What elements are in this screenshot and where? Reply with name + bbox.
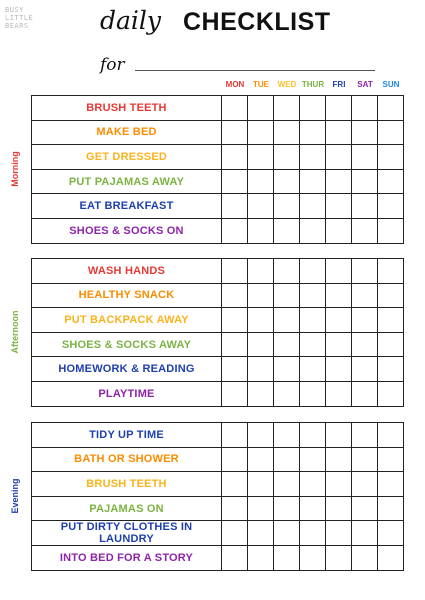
check-box[interactable] bbox=[274, 472, 300, 497]
check-box[interactable] bbox=[378, 496, 404, 521]
check-box[interactable] bbox=[352, 496, 378, 521]
task-row bbox=[32, 96, 404, 121]
check-box[interactable] bbox=[222, 381, 248, 406]
check-box[interactable] bbox=[222, 423, 248, 448]
check-box[interactable] bbox=[248, 169, 274, 194]
check-box[interactable] bbox=[248, 283, 274, 308]
check-box[interactable] bbox=[274, 496, 300, 521]
day-label: MON bbox=[225, 80, 245, 89]
check-box[interactable] bbox=[300, 259, 326, 284]
check-box[interactable] bbox=[274, 357, 300, 382]
check-box[interactable] bbox=[352, 308, 378, 333]
logo-line: BEARS bbox=[5, 22, 29, 30]
check-box[interactable] bbox=[222, 546, 248, 571]
check-box[interactable] bbox=[274, 96, 300, 121]
check-box[interactable] bbox=[274, 332, 300, 357]
check-box[interactable] bbox=[222, 96, 248, 121]
check-box[interactable] bbox=[274, 120, 300, 145]
check-box[interactable] bbox=[378, 546, 404, 571]
check-box[interactable] bbox=[274, 145, 300, 170]
task-label: SHOES & SOCKS ON bbox=[32, 218, 222, 243]
task-row bbox=[32, 381, 404, 406]
check-box[interactable] bbox=[326, 218, 352, 243]
task-row bbox=[32, 332, 404, 357]
check-box[interactable] bbox=[352, 447, 378, 472]
day-label: SUN bbox=[382, 80, 400, 89]
task-row bbox=[32, 521, 404, 546]
checklist-grid bbox=[31, 95, 404, 244]
task-label: GET DRESSED bbox=[32, 145, 222, 170]
check-box[interactable] bbox=[222, 496, 248, 521]
check-box[interactable] bbox=[274, 259, 300, 284]
task-label: SHOES & SOCKS AWAY bbox=[32, 332, 222, 357]
check-box[interactable] bbox=[300, 145, 326, 170]
check-box[interactable] bbox=[352, 423, 378, 448]
section-label-text: Morning bbox=[10, 151, 20, 187]
task-label: WASH HANDS bbox=[32, 259, 222, 284]
day-label: SAT bbox=[357, 80, 373, 89]
task-label: EAT BREAKFAST bbox=[32, 194, 222, 219]
check-box[interactable] bbox=[378, 96, 404, 121]
for-label: for bbox=[100, 55, 125, 75]
check-box[interactable] bbox=[300, 169, 326, 194]
check-box[interactable] bbox=[248, 423, 274, 448]
check-box[interactable] bbox=[300, 357, 326, 382]
task-row bbox=[32, 218, 404, 243]
section-label-afternoon bbox=[8, 258, 22, 406]
check-box[interactable] bbox=[222, 472, 248, 497]
check-box[interactable] bbox=[248, 332, 274, 357]
check-box[interactable] bbox=[274, 381, 300, 406]
check-box[interactable] bbox=[274, 169, 300, 194]
task-row bbox=[32, 423, 404, 448]
task-label: PUT BACKPACK AWAY bbox=[32, 308, 222, 333]
check-box[interactable] bbox=[352, 381, 378, 406]
brand-logo bbox=[5, 6, 33, 30]
check-box[interactable] bbox=[326, 447, 352, 472]
check-box[interactable] bbox=[248, 194, 274, 219]
task-label: BRUSH TEETH bbox=[32, 96, 222, 121]
check-box[interactable] bbox=[326, 96, 352, 121]
check-box[interactable] bbox=[326, 120, 352, 145]
section-label-text: Afternoon bbox=[10, 310, 20, 354]
check-box[interactable] bbox=[248, 546, 274, 571]
check-box[interactable] bbox=[300, 381, 326, 406]
section-label-text: Evening bbox=[10, 478, 20, 514]
check-box[interactable] bbox=[222, 521, 248, 546]
task-label: BRUSH TEETH bbox=[32, 472, 222, 497]
check-box[interactable] bbox=[222, 447, 248, 472]
logo-line: BUSY bbox=[5, 6, 24, 14]
check-box[interactable] bbox=[352, 521, 378, 546]
check-box[interactable] bbox=[248, 381, 274, 406]
section-label-morning bbox=[8, 95, 22, 243]
check-box[interactable] bbox=[352, 472, 378, 497]
check-box[interactable] bbox=[352, 259, 378, 284]
check-box[interactable] bbox=[326, 332, 352, 357]
task-row bbox=[32, 447, 404, 472]
check-box[interactable] bbox=[326, 357, 352, 382]
task-label: BATH OR SHOWER bbox=[32, 447, 222, 472]
check-box[interactable] bbox=[378, 194, 404, 219]
check-box[interactable] bbox=[274, 194, 300, 219]
task-row bbox=[32, 357, 404, 382]
check-box[interactable] bbox=[326, 308, 352, 333]
check-box[interactable] bbox=[300, 283, 326, 308]
check-box[interactable] bbox=[378, 447, 404, 472]
check-box[interactable] bbox=[378, 218, 404, 243]
task-row bbox=[32, 169, 404, 194]
check-box[interactable] bbox=[248, 357, 274, 382]
task-row bbox=[32, 472, 404, 497]
check-box[interactable] bbox=[222, 169, 248, 194]
check-box[interactable] bbox=[326, 496, 352, 521]
section-label-evening bbox=[8, 422, 22, 570]
task-row bbox=[32, 259, 404, 284]
check-box[interactable] bbox=[222, 332, 248, 357]
check-box[interactable] bbox=[352, 546, 378, 571]
check-box[interactable] bbox=[326, 145, 352, 170]
task-label: INTO BED FOR A STORY bbox=[32, 546, 222, 571]
name-line[interactable] bbox=[135, 70, 375, 71]
check-box[interactable] bbox=[378, 332, 404, 357]
check-box[interactable] bbox=[300, 447, 326, 472]
title-script: daily bbox=[100, 6, 162, 35]
day-label: TUE bbox=[253, 80, 269, 89]
task-row bbox=[32, 145, 404, 170]
check-box[interactable] bbox=[326, 169, 352, 194]
check-box[interactable] bbox=[378, 169, 404, 194]
check-box[interactable] bbox=[326, 546, 352, 571]
day-header bbox=[222, 80, 403, 92]
task-row bbox=[32, 283, 404, 308]
check-box[interactable] bbox=[274, 308, 300, 333]
day-label: THUR bbox=[301, 80, 325, 89]
task-row bbox=[32, 194, 404, 219]
check-box[interactable] bbox=[222, 308, 248, 333]
check-box[interactable] bbox=[300, 218, 326, 243]
check-box[interactable] bbox=[248, 218, 274, 243]
task-label: PUT PAJAMAS AWAY bbox=[32, 169, 222, 194]
check-box[interactable] bbox=[326, 472, 352, 497]
check-box[interactable] bbox=[300, 546, 326, 571]
check-box[interactable] bbox=[248, 472, 274, 497]
check-box[interactable] bbox=[352, 194, 378, 219]
check-box[interactable] bbox=[248, 496, 274, 521]
check-box[interactable] bbox=[378, 357, 404, 382]
logo-line: LITTLE bbox=[5, 14, 34, 22]
check-box[interactable] bbox=[274, 218, 300, 243]
task-label: PLAYTIME bbox=[32, 381, 222, 406]
check-box[interactable] bbox=[222, 259, 248, 284]
task-label: HEALTHY SNACK bbox=[32, 283, 222, 308]
check-box[interactable] bbox=[378, 521, 404, 546]
task-row bbox=[32, 546, 404, 571]
task-label: TIDY UP TIME bbox=[32, 423, 222, 448]
check-box[interactable] bbox=[222, 145, 248, 170]
check-box[interactable] bbox=[300, 308, 326, 333]
check-box[interactable] bbox=[378, 381, 404, 406]
check-box[interactable] bbox=[326, 381, 352, 406]
check-box[interactable] bbox=[326, 259, 352, 284]
check-box[interactable] bbox=[352, 218, 378, 243]
check-box[interactable] bbox=[326, 194, 352, 219]
check-box[interactable] bbox=[222, 194, 248, 219]
check-box[interactable] bbox=[378, 120, 404, 145]
task-row bbox=[32, 120, 404, 145]
check-box[interactable] bbox=[378, 283, 404, 308]
task-row bbox=[32, 308, 404, 333]
check-box[interactable] bbox=[300, 120, 326, 145]
check-box[interactable] bbox=[222, 120, 248, 145]
check-box[interactable] bbox=[352, 145, 378, 170]
check-box[interactable] bbox=[300, 521, 326, 546]
check-box[interactable] bbox=[248, 447, 274, 472]
task-label: HOMEWORK & READING bbox=[32, 357, 222, 382]
check-box[interactable] bbox=[300, 423, 326, 448]
check-box[interactable] bbox=[274, 423, 300, 448]
checklist-grid bbox=[31, 258, 404, 407]
check-box[interactable] bbox=[222, 357, 248, 382]
check-box[interactable] bbox=[352, 283, 378, 308]
check-box[interactable] bbox=[300, 96, 326, 121]
check-box[interactable] bbox=[326, 521, 352, 546]
check-box[interactable] bbox=[378, 308, 404, 333]
check-box[interactable] bbox=[326, 283, 352, 308]
page-title: CHECKLIST bbox=[183, 8, 331, 36]
check-box[interactable] bbox=[248, 259, 274, 284]
check-box[interactable] bbox=[300, 194, 326, 219]
check-box[interactable] bbox=[378, 259, 404, 284]
task-label: PUT DIRTY CLOTHES IN LAUNDRY bbox=[32, 521, 222, 546]
check-box[interactable] bbox=[248, 521, 274, 546]
check-box[interactable] bbox=[300, 472, 326, 497]
check-box[interactable] bbox=[378, 423, 404, 448]
check-box[interactable] bbox=[326, 423, 352, 448]
checklist-grid bbox=[31, 422, 404, 571]
check-box[interactable] bbox=[274, 283, 300, 308]
day-label: WED bbox=[277, 80, 297, 89]
check-box[interactable] bbox=[274, 521, 300, 546]
day-label: FRI bbox=[332, 80, 346, 89]
check-box[interactable] bbox=[222, 283, 248, 308]
check-box[interactable] bbox=[274, 447, 300, 472]
check-box[interactable] bbox=[300, 496, 326, 521]
check-box[interactable] bbox=[352, 332, 378, 357]
task-label: MAKE BED bbox=[32, 120, 222, 145]
task-label: PAJAMAS ON bbox=[32, 496, 222, 521]
check-box[interactable] bbox=[352, 169, 378, 194]
check-box[interactable] bbox=[352, 120, 378, 145]
check-box[interactable] bbox=[248, 96, 274, 121]
check-box[interactable] bbox=[248, 120, 274, 145]
check-box[interactable] bbox=[352, 96, 378, 121]
task-row bbox=[32, 496, 404, 521]
check-box[interactable] bbox=[222, 218, 248, 243]
check-box[interactable] bbox=[248, 308, 274, 333]
check-box[interactable] bbox=[300, 332, 326, 357]
check-box[interactable] bbox=[378, 145, 404, 170]
check-box[interactable] bbox=[274, 546, 300, 571]
check-box[interactable] bbox=[378, 472, 404, 497]
check-box[interactable] bbox=[248, 145, 274, 170]
check-box[interactable] bbox=[352, 357, 378, 382]
